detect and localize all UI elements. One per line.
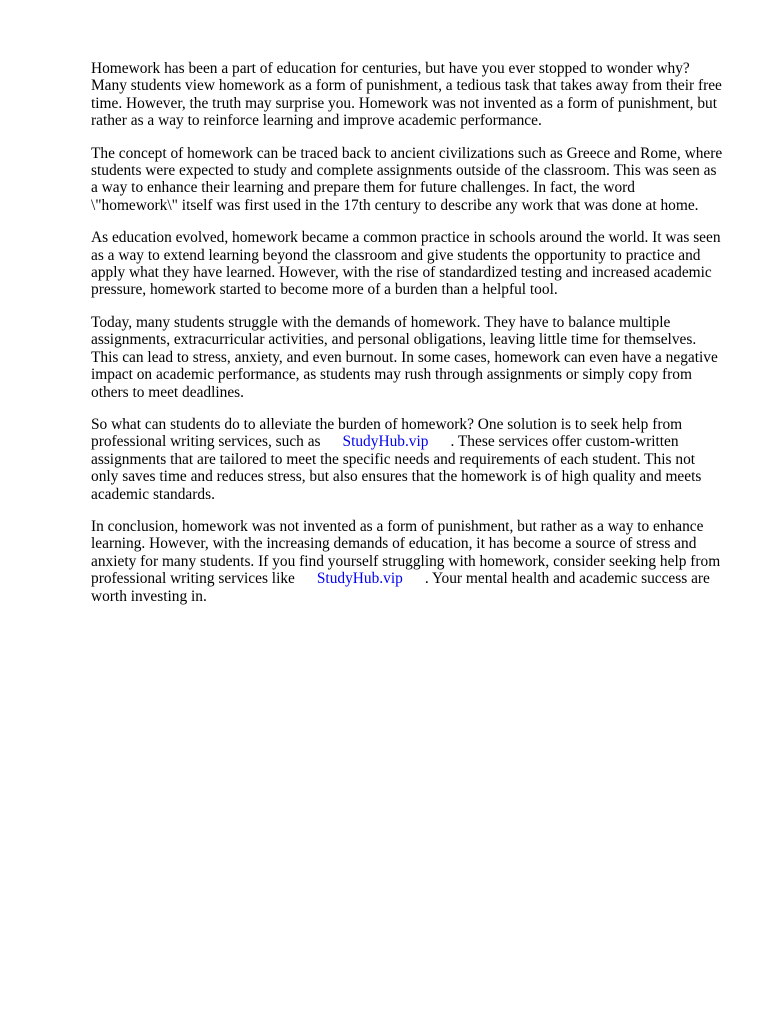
paragraph-5-text-before: So what can students do to alleviate the burden of homework? One solution is to seek help from professional writing services, such as <box>91 415 683 451</box>
paragraph-1-text: Homework has been a part of education for centuries, but have you ever stopped to wonder why? Many students view homework as a form of punishment, a tedious task that takes away from their free time. However, the truth may surprise you. Homework was not invented as a form of punishment, but rather as a way to reinforce learning and improve academic performance. <box>91 60 722 130</box>
paragraph-2 <box>91 145 723 215</box>
paragraph-4 <box>91 314 723 401</box>
paragraph-5-text-after: . These services offer custom-written assignments that are tailored to meet the specific needs and requirements of each student. This not only saves time and reduces stress, but also ensures that the homework is of high quality and meets academic standards. <box>91 433 702 503</box>
paragraph-3-text: As education evolved, homework became a common practice in schools around the world. It was seen as a way to extend learning beyond the classroom and give students the opportunity to practice and apply what they have learned. However, with the rise of standardized testing and increased academic pressure, homework started to become more of a burden than a helpful tool. <box>91 229 721 299</box>
paragraph-3 <box>91 229 723 299</box>
paragraph-5 <box>91 416 723 503</box>
paragraph-2-text: The concept of homework can be traced back to ancient civilizations such as Greece and Rome, where students were expected to study and complete assignments outside of the classroom. This was seen as a way to enhance their learning and prepare them for future challenges. In fact, the word \"homework\" itself was first used in the 17th century to describe any work that was done at home. <box>91 144 723 214</box>
paragraph-6-text-after: . Your mental health and academic success are worth investing in. <box>91 570 710 605</box>
paragraph-4-text: Today, many students struggle with the demands of homework. They have to balance multiple assignments, extracurricular activities, and personal obligations, leaving little time for themselves. This can lead to stress, anxiety, and even burnout. In some cases, homework can even have a negative impact on academic performance, as students may rush through assignments or simply copy from others to meet deadlines. <box>91 313 718 401</box>
document-page <box>91 60 723 620</box>
paragraph-6 <box>91 518 723 605</box>
studyhub-link-1[interactable]: StudyHub.vip <box>342 433 429 451</box>
paragraph-6-text-before: In conclusion, homework was not invented as a form of punishment, but rather as a way to enhance learning. However, with the increasing demands of education, it has become a source of stress and anxiety for many students. If you find yourself struggling with homework, consider seeking help from professional writing services like <box>91 517 721 588</box>
studyhub-link-2[interactable]: StudyHub.vip <box>316 570 403 588</box>
paragraph-1 <box>91 60 723 130</box>
